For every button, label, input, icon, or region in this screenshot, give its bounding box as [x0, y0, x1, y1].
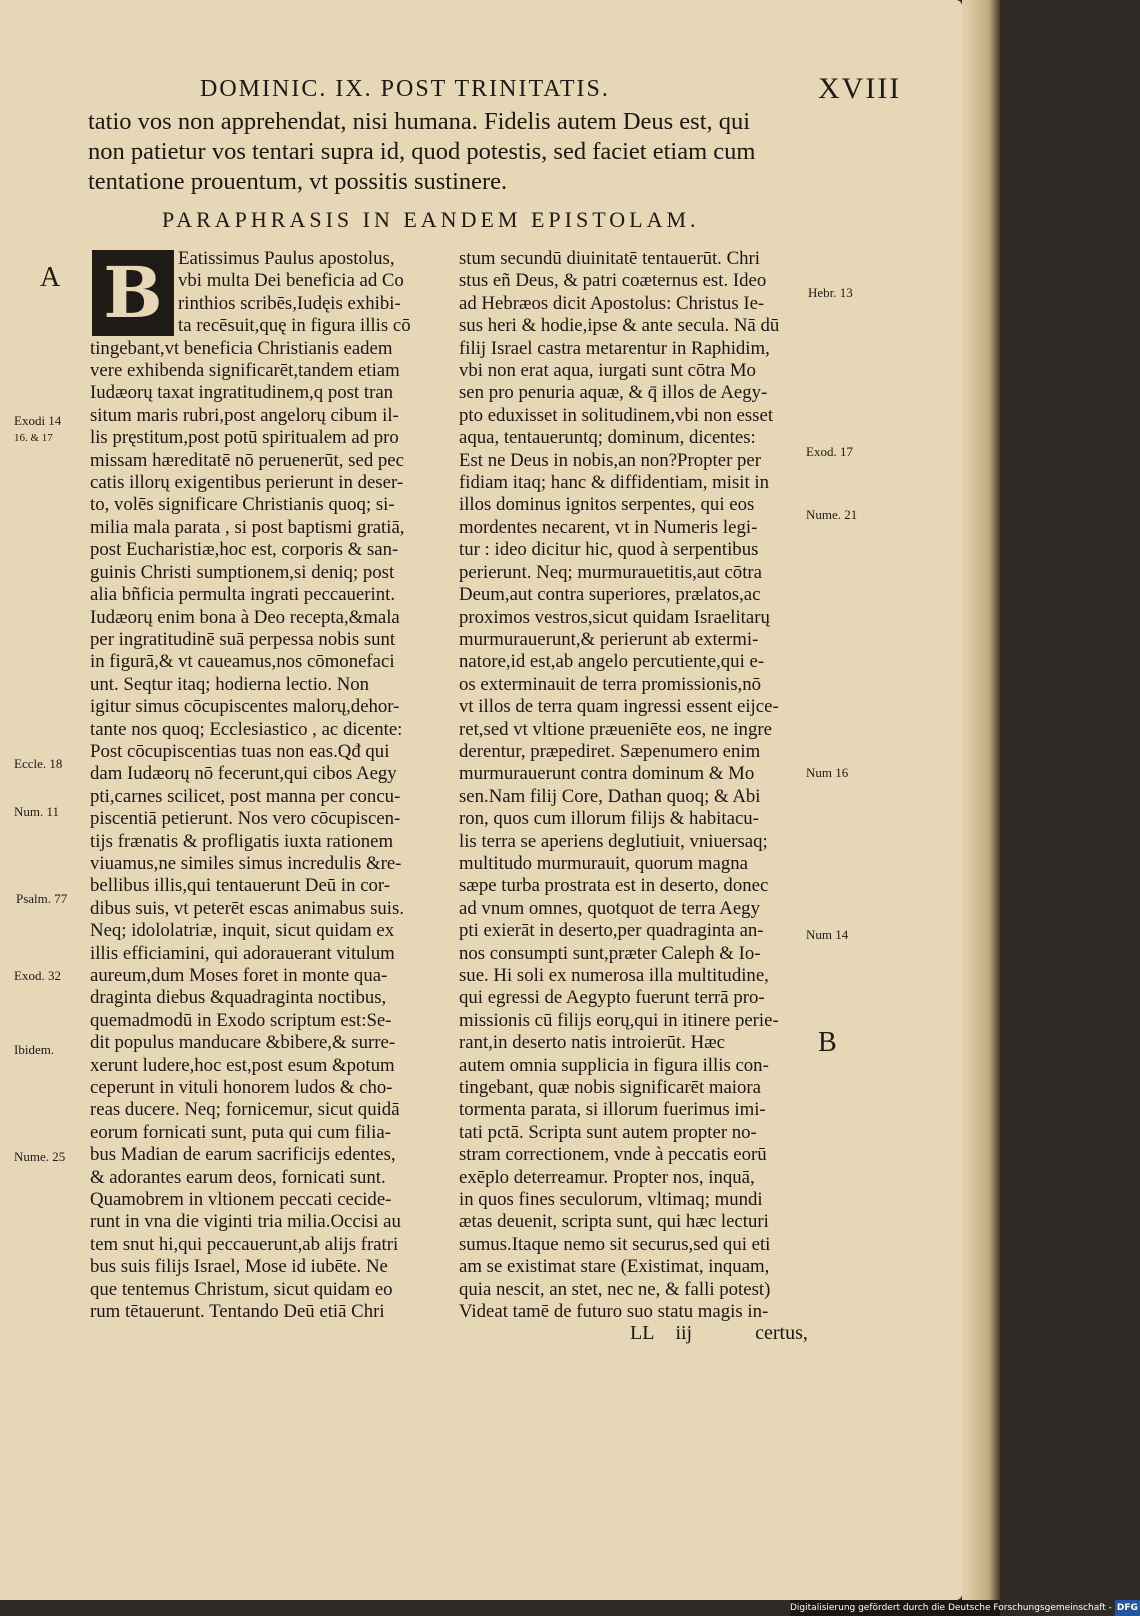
section-title: PARAPHRASIS IN EANDEM EPISTOLAM.: [162, 207, 700, 232]
text-line: ad Hebræos dicit Apostolus: Christus Ie-: [459, 292, 765, 314]
text-line: to, volēs significare Christianis quoq; si-: [90, 494, 395, 516]
text-line: ret,sed vt vltione præueniēte eos, ne ingre: [459, 718, 772, 740]
text-line: Deum,aut contra superiores, prælatos,ac: [459, 584, 761, 606]
text-line: sæpe turba prostrata est in deserto, donec: [459, 875, 769, 897]
text-line: draginta diebus &quadraginta noctibus,: [90, 987, 387, 1009]
right-column: [459, 248, 799, 1324]
text-line: aureum,dum Moses foret in monte qua-: [90, 965, 388, 986]
text-line: tem snut hi,qui peccauerunt,ab alijs fratri: [90, 1233, 399, 1255]
text-line: eorum fornicati sunt, puta qui cum filia-: [90, 1121, 391, 1143]
margin-note: Exod. 32: [14, 968, 61, 983]
text-line: aqua, tentaueruntq; dominum, dicentes:: [459, 427, 756, 449]
text-line: unt. Seqtur itaq; hodierna lectio. Non: [90, 673, 370, 695]
margin-note: Num 14: [806, 927, 849, 942]
text-line: pti exierāt in deserto,per quadraginta an-: [459, 920, 764, 942]
text-line: per ingratitudinē suā perpessa nobis sunt: [90, 628, 396, 650]
text-line: fidiam itaq; hanc & diffidentiam, misit in: [459, 472, 770, 494]
text-line: vbi non erat aqua, iurgati sunt cōtra Mo: [459, 360, 756, 382]
text-line: mordentes necarent, vt in Numeris legi-: [459, 516, 758, 538]
text-line: quemadmodū in Exodo scriptum est:Se-: [90, 1009, 392, 1031]
text-line: ron, quos cum illorum filijs & habitacu-: [459, 808, 759, 830]
text-line: Iudæorų taxat ingratitudinem,q post tran: [90, 382, 394, 404]
text-line: situm maris rubri,post angelorų cibum il-: [90, 404, 399, 426]
margin-note: Hebr. 13: [808, 285, 853, 300]
margin-note: Psalm. 77: [16, 891, 68, 906]
dfg-logo: DFG: [1115, 1600, 1140, 1616]
text-line: derentur, præpediret. Sæpenumero enim: [459, 740, 761, 762]
text-line: catis illorų exigentibus perierunt in deser-: [90, 472, 404, 494]
initial-letter: B: [103, 251, 163, 334]
text-line: rum tētauerunt. Tentando Deū etiā Chri: [90, 1301, 385, 1323]
text-line: vbi multa Dei beneficia ad Co: [178, 270, 404, 292]
text-line: ætas deuenit, scripta sunt, qui hæc lecturi: [459, 1211, 769, 1233]
digitization-credit: [790, 1600, 1138, 1616]
credit-text: Digitalisierung gefördert durch die Deutsche Forschungsgemeinschaft -: [790, 1603, 1112, 1613]
text-line: illos dominus ignitos serpentes, qui eos: [459, 494, 755, 516]
text-line: dit populus manducare &bibere,& surre-: [90, 1032, 396, 1054]
text-line: stram correctionem, vnde à peccatis eorū: [459, 1144, 767, 1166]
text-line: Iudæorų enim bona à Deo recepta,&mala: [90, 606, 400, 628]
text-line: dibus suis, vt peterēt escas animabus suis.: [90, 897, 405, 919]
text-line: quia nescit, an stet, nec ne, & falli potest): [459, 1278, 771, 1300]
text-line: alia bñficia permulta ingrati peccauerint.: [90, 584, 396, 606]
left-column: [90, 248, 436, 1324]
text-line: & adorantes earum deos, fornicati sunt.: [90, 1166, 386, 1188]
text-line: os exterminauit de terra promissionis,nō: [459, 673, 762, 695]
text-line: nos consumpti sunt,præter Caleph & Io-: [459, 942, 761, 964]
text-line: que tentemus Christum, sicut quidam eo: [90, 1278, 393, 1300]
text-line: vere exhibenda significarēt,tandem etiam: [90, 360, 400, 382]
folio-number: XVIII: [818, 72, 902, 105]
text-line: tante nos quoq; Ecclesiastico , ac dicente:: [90, 718, 403, 740]
text-line: am se existimat stare (Existimat, inquam,: [459, 1256, 770, 1278]
text-line: perierunt. Neq; murmurauetitis,aut cōtra: [459, 561, 763, 583]
text-line: bellibus illis,qui tentauerunt Deū in cor-: [90, 875, 391, 897]
text-line: vt illos de terra quam ingressi essent eijce-: [459, 696, 779, 718]
section-marker-a: A: [40, 262, 61, 293]
margin-note: Num. 11: [14, 804, 60, 819]
margin-note: Nume. 21: [806, 507, 858, 522]
signature-mark: LL: [630, 1322, 655, 1344]
text-line: Eatissimus Paulus apostolus,: [178, 248, 395, 269]
text-line: missionis cū filijs eorų,qui in itinere perie-: [459, 1009, 779, 1031]
text-line: rant,in deserto natis introierūt. Hæc: [459, 1032, 726, 1054]
text-line: sus heri & hodie,ipse & ante secula. Nā dū: [459, 315, 780, 337]
text-line: exēplo deterreamur. Propter nos, inquā,: [459, 1166, 755, 1188]
text-line: stus eñ Deus, & patri coæternus est. Ideo: [459, 270, 767, 292]
text-line: lis terra se aperiens deglutiuit, vniuersaq;: [459, 830, 768, 852]
text-line: proximos vestros,sicut quidam Israelitarų: [459, 606, 770, 628]
text-line: pti,carnes scilicet, post manna per concu-: [90, 785, 401, 807]
text-line: bus suis filijs Israel, Mose id iubēte. Ne: [90, 1256, 388, 1278]
catchword-line: [630, 1322, 808, 1345]
text-line: viuamus,ne similes simus incredulis &re-: [90, 852, 402, 874]
text-line: sen pro penuria aquæ, & q̄ illos de Aegy-: [459, 382, 768, 404]
text-line: murmurauerunt,& perierunt ab extermi-: [459, 628, 759, 650]
text-line: tur : ideo dicitur hic, quod à serpentibus: [459, 539, 759, 561]
text-line: tentatione prouentum, vt possitis sustinere.: [88, 168, 508, 195]
margin-note: Exod. 17: [806, 444, 853, 459]
text-line: non patietur vos tentari supra id, quod potestis, sed faciet etiam cum: [88, 138, 756, 165]
text-line: tati pctā. Scripta sunt autem propter no-: [459, 1121, 757, 1143]
margin-note: 16. & 17: [14, 432, 53, 444]
text-line: piscentiā petierunt. Nos vero cōcupiscen-: [90, 808, 401, 830]
margin-note: Ibidem.: [14, 1042, 55, 1057]
text-line: tatio vos non apprehendat, nisi humana. Fidelis autem Deus est, qui: [88, 108, 751, 135]
text-line: autem omnia supplicia in figura illis con-: [459, 1054, 769, 1076]
text-line: tingebant, quæ nobis significarēt maiora: [459, 1077, 761, 1099]
catchword: certus,: [755, 1322, 808, 1344]
page-edge: [962, 0, 1000, 1600]
text-line: missam hæreditatē nō peruenerūt, sed pec: [90, 449, 404, 471]
text-line: in quos fines seculorum, vltimaq; mundi: [459, 1189, 763, 1211]
text-line: ad vnum omnes, quotquot de terra Aegy: [459, 897, 760, 919]
text-line: ta recēsuit,quę in figura illis cō: [178, 315, 411, 337]
text-line: Neq; idololatriæ, inquit, sicut quidam ex: [90, 920, 395, 942]
margin-note: Nume. 25: [14, 1149, 66, 1164]
opening-text: [88, 107, 818, 197]
text-line: igitur simus cōcupiscentes malorų,dehor-: [90, 696, 400, 718]
text-line: Quamobrem in vltionem peccati cecide-: [90, 1189, 392, 1211]
text-line: reas ducere. Neq; fornicemur, sicut quidā: [90, 1099, 400, 1121]
text-line: tormenta parata, si illorum fuerimus imi-: [459, 1099, 766, 1121]
text-line: runt in vna die viginti tria milia.Occisi au: [90, 1211, 401, 1233]
text-line: sumus.Itaque nemo sit securus,sed qui eti: [459, 1233, 771, 1255]
text-line: stum secundū diuinitatē tentauerūt. Chri: [459, 248, 760, 269]
text-line: rinthios scribēs,Iudęis exhibi-: [178, 292, 401, 314]
text-line: Post cōcupiscentias tuas non eas.Qđ qui: [90, 740, 390, 762]
section-marker-b: B: [818, 1027, 837, 1058]
text-line: filij Israel castra metarentur in Raphidim,: [459, 337, 770, 359]
margin-note: Num 16: [806, 765, 849, 780]
text-line: Videat tamē de futuro suo statu magis in-: [459, 1301, 769, 1323]
text-line: milia mala parata , si post baptismi gratiā,: [90, 516, 405, 538]
text-line: multitudo murmurauit, quorum magna: [459, 852, 748, 874]
running-head: DOMINIC. IX. POST TRINITATIS.: [200, 76, 610, 102]
text-line: bus Madian de earum sacrificijs edentes,: [90, 1144, 396, 1166]
text-line: dam Iudæorų nō fecerunt,qui cibos Aegy: [90, 763, 397, 785]
text-line: sue. Hi soli ex numerosa illa multitudine,: [459, 965, 769, 986]
text-line: natore,id est,ab angelo percutiente,qui e-: [459, 651, 765, 673]
text-line: ceperunt in vituli honorem ludos & cho-: [90, 1077, 393, 1099]
text-line: murmurauerunt contra dominum & Mo: [459, 763, 755, 785]
text-line: Est ne Deus in nobis,an non?Propter per: [459, 449, 762, 471]
text-line: tijs frænatis & profligatis iuxta rationem: [90, 830, 394, 852]
text-line: illis efficiamini, qui adorauerant vitulum: [90, 942, 395, 964]
text-line: qui egressi de Aegypto fuerunt terrā pro-: [459, 987, 765, 1009]
margin-note: Eccle. 18: [14, 756, 63, 771]
text-line: pto eduxisset in solitudinem,vbi non esset: [459, 404, 774, 426]
text-line: xerunt ludere,hoc est,post esum &potum: [90, 1054, 395, 1076]
margin-note: Exodi 14: [14, 413, 62, 428]
text-line: lis pręstitum,post potū spiritualem ad pro: [90, 427, 399, 449]
text-line: post Eucharistiæ,hoc est, corporis & san-: [90, 539, 399, 561]
text-line: tingebant,vt beneficia Christianis eadem: [90, 337, 393, 359]
signature-number: iij: [675, 1322, 693, 1344]
text-line: in figurā,& vt caueamus,nos cōmonefaci: [90, 651, 395, 673]
text-line: guinis Christi sumptionem,si deniq; post: [90, 561, 395, 583]
text-line: sen.Nam filij Core, Dathan quoq; & Abi: [459, 785, 761, 807]
